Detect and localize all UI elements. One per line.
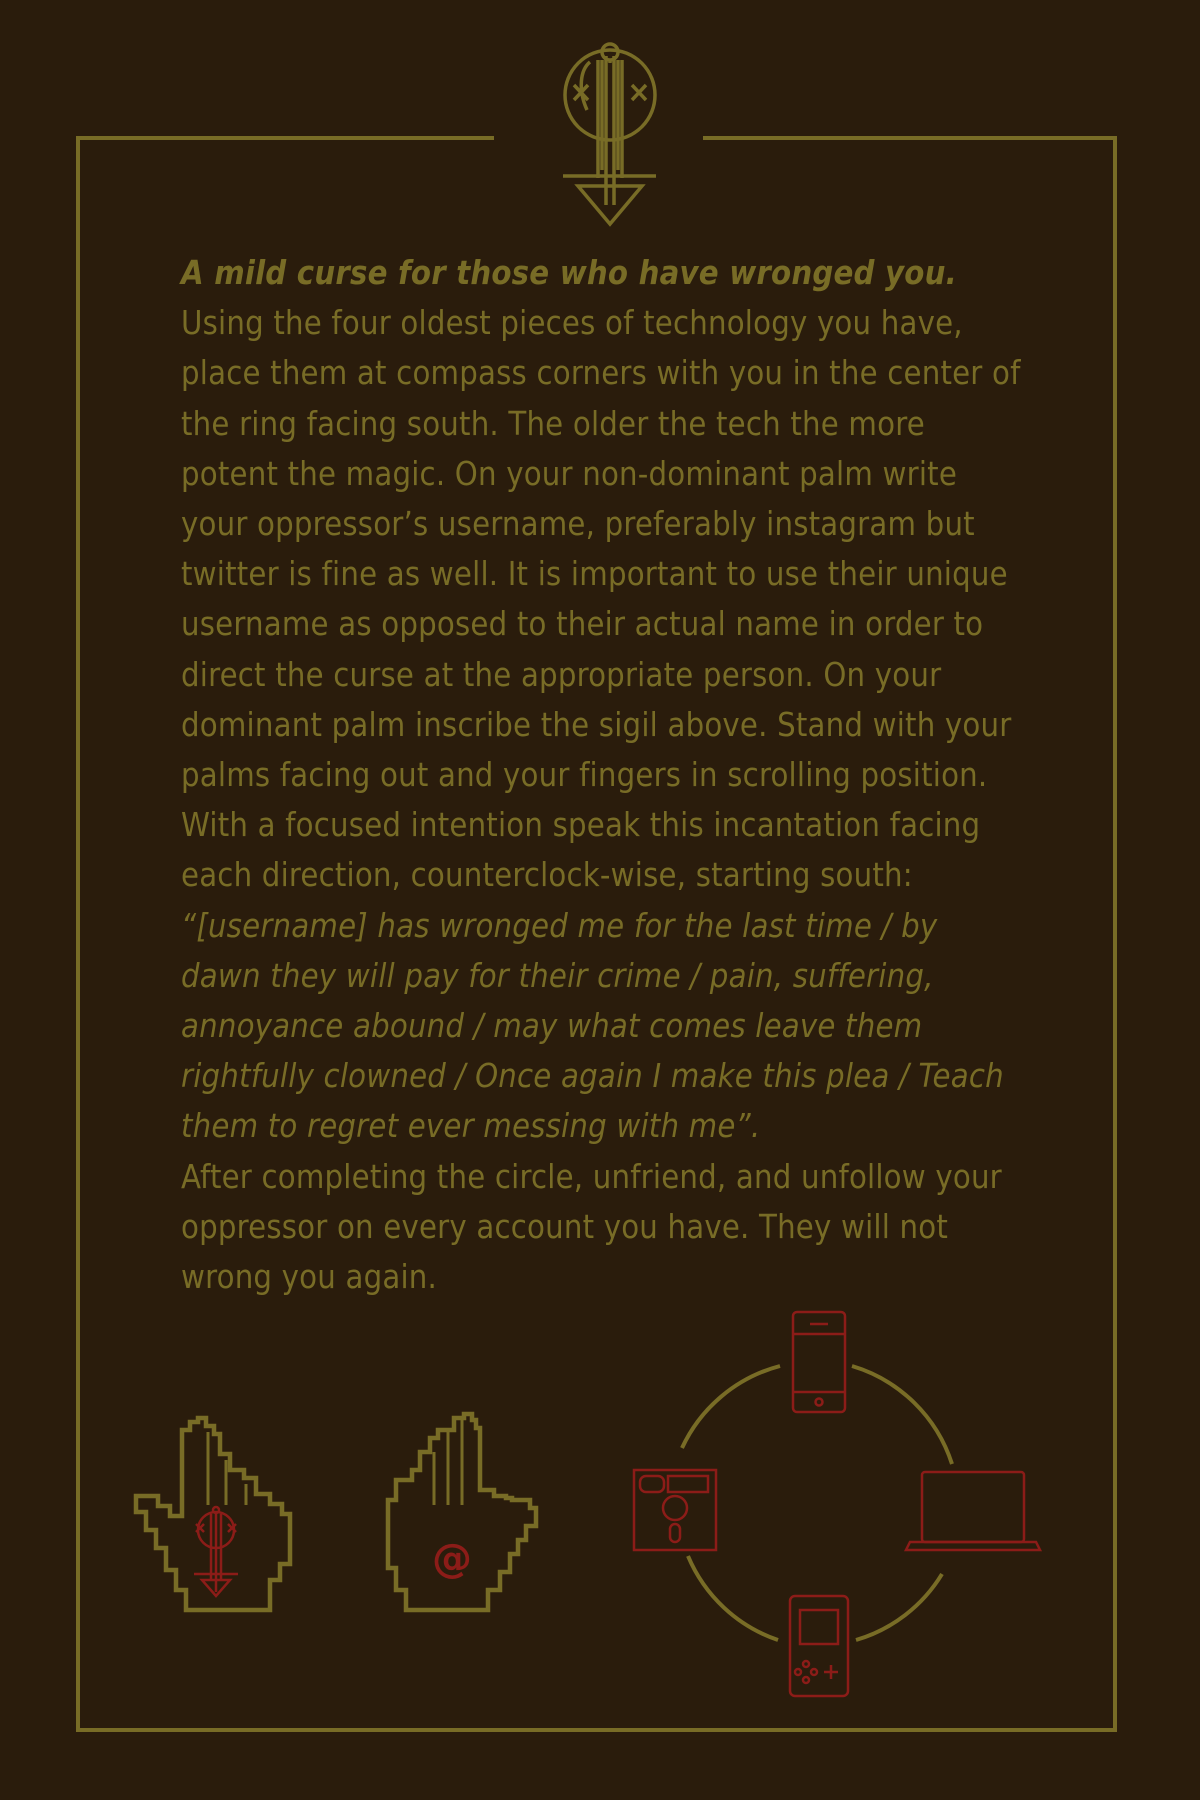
compass-ring: [682, 1366, 952, 1640]
incantation: “[username] has wronged me for the last time / by dawn they will pay for their crime / pain, suffering, annoyance abound / may what comes leave them rightfully clowned / Once again I make this plea / Teach them to regret ever messing with me”.: [181, 906, 1004, 1146]
hand-sigil-icon: [136, 1418, 290, 1610]
instructions-intro: Using the four oldest pieces of technology you have, place them at compass corners with you in the center of the ring facing south. The older the tech the more potent the magic. On your non-dominant palm write your oppressor’s username, preferably instagram but twitter is fine as well. It is important to use their unique username as opposed to their actual name in order to direct the curse at the appropriate person. On your dominant palm inscribe the sigil above. Stand with your palms facing out and your fingers in scrolling position. With a focused intention speak this incantation facing each direction, counterclock-wise, starting south:: [181, 304, 1021, 895]
floppy-disk-icon: [634, 1470, 716, 1550]
laptop-icon: [906, 1472, 1040, 1550]
instructions-outro: After completing the circle, unfriend, and unfollow your oppressor on every account you have. They will not wrong you again.: [181, 1157, 1002, 1297]
game-console-icon: [790, 1596, 848, 1696]
smartphone-icon: [793, 1312, 845, 1412]
at-symbol: @: [432, 1536, 472, 1582]
hand-username-icon: [388, 1414, 536, 1610]
curse-heading: A mild curse for those who have wronged you.: [181, 254, 957, 292]
